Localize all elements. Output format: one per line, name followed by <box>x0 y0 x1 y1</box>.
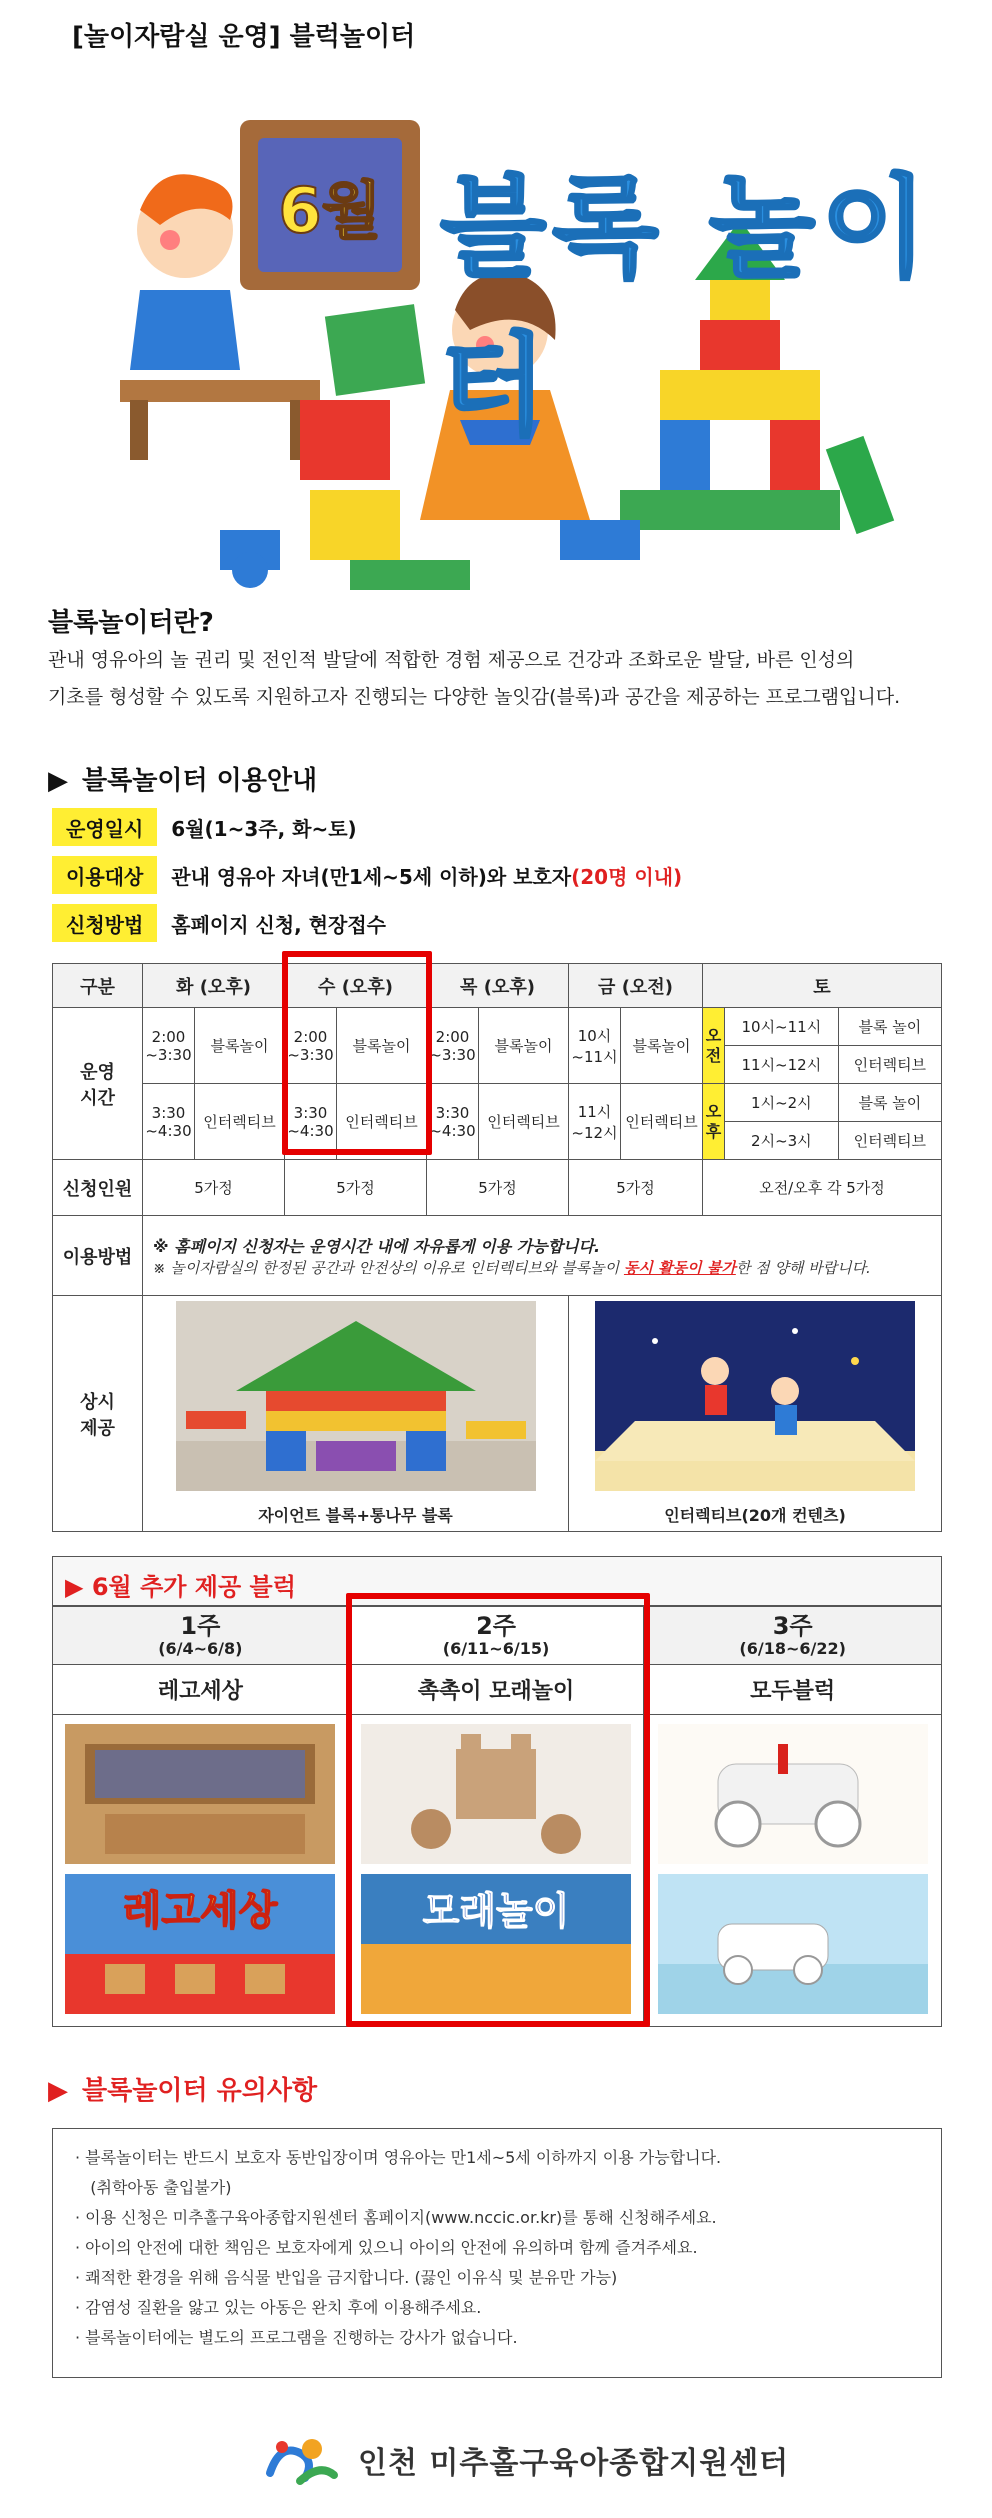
time-cell: 11시~12시 <box>725 1046 839 1084</box>
week-table <box>52 1606 942 2027</box>
week-date: (6/18~6/22) <box>739 1639 846 1658</box>
info-row-apply <box>52 904 386 942</box>
col-header: 토 <box>703 964 942 1008</box>
time-cell: 10시~11시 <box>725 1008 839 1046</box>
method-note-2-post: 한 점 양해 바랍니다. <box>735 1258 871 1277</box>
sat-am-tag: 오전 <box>703 1008 725 1084</box>
col-header: 화 (오후) <box>143 964 285 1008</box>
activity-cell: 블록놀이 <box>621 1008 703 1084</box>
lego-photos <box>65 1724 335 2014</box>
col-header: 수 (오후) <box>285 964 427 1008</box>
time-cell: 3:30 ~4:30 <box>143 1084 195 1160</box>
time-cell: 2:00 ~3:30 <box>285 1008 337 1084</box>
sand-photos <box>361 1724 631 2014</box>
info-value-text: 관내 영유아 자녀(만1세~5세 이하)와 보호자 <box>171 864 572 889</box>
footer <box>260 2430 789 2490</box>
method-note-1: ※ 홈페이지 신청자는 운영시간 내에 자유롭게 이용 가능합니다. <box>153 1236 601 1256</box>
col-header: 구분 <box>53 964 143 1008</box>
modu-photos <box>658 1724 928 2014</box>
row-label-always: 상시 제공 <box>53 1296 143 1532</box>
week-num: 1주 <box>180 1612 221 1640</box>
info-label: 신청방법 <box>52 904 157 942</box>
guide-heading-text: 블록놀이터 이용안내 <box>82 766 318 796</box>
giant-block-photo <box>176 1301 536 1491</box>
capacity-cell: 5가정 <box>285 1160 427 1216</box>
activity-cell: 인터렉티브 <box>621 1084 703 1160</box>
activity-cell: 블록놀이 <box>337 1008 427 1084</box>
sand-sign-text: 모래놀이 <box>422 1888 570 1933</box>
activity-cell: 블록놀이 <box>195 1008 285 1084</box>
row-label-method: 이용방법 <box>53 1216 143 1296</box>
note-item: · 감염성 질환을 앓고 있는 아동은 완치 후에 이용해주세요. <box>75 2298 482 2317</box>
note-item: · 아이의 안전에 대한 책임은 보호자에게 있으니 아이의 안전에 유의하며 함께 즐겨주세요. <box>75 2238 698 2257</box>
week-name: 모두블럭 <box>644 1665 942 1715</box>
intro-heading: 블록놀이터란? <box>48 608 214 638</box>
activity-cell: 인터렉티브 <box>838 1046 941 1084</box>
week-date: (6/4~6/8) <box>158 1639 243 1658</box>
guide-heading <box>48 760 317 797</box>
page-title: [놀이자람실 운영] 블럭놀이터 <box>72 22 416 52</box>
col-header: 금 (오전) <box>569 964 703 1008</box>
note-item: · 블록놀이터에는 별도의 프로그램을 진행하는 강사가 없습니다. <box>75 2328 518 2347</box>
lego-sign-text: 레고세상 <box>123 1887 278 1934</box>
week-num: 2주 <box>476 1612 516 1640</box>
capacity-cell: 5가정 <box>143 1160 285 1216</box>
banner-illustration <box>100 100 940 600</box>
activity-cell: 블록놀이 <box>479 1008 569 1084</box>
time-cell: 3:30 ~4:30 <box>285 1084 337 1160</box>
intro-line-2: 기초를 형성할 수 있도록 지원하고자 진행되는 다양한 놀잇감(블록)과 공간을 제공하는 프로그램입니다. <box>48 686 901 708</box>
row-label-capacity: 신청인원 <box>53 1160 143 1216</box>
activity-cell: 블록 놀이 <box>838 1008 941 1046</box>
activity-cell: 인터렉티브 <box>479 1084 569 1160</box>
method-note-2-pre: ※ 놀이자람실의 한정된 공간과 안전상의 이유로 인터렉티브와 블록놀이 <box>153 1258 624 1277</box>
extra-header <box>52 1556 942 1606</box>
time-cell: 2:00 ~3:30 <box>427 1008 479 1084</box>
activity-cell: 인터렉티브 <box>337 1084 427 1160</box>
intro-line-1: 관내 영유아의 놀 권리 및 전인적 발달에 적합한 경험 제공으로 건강과 조화로운 발달, 바른 인성의 <box>48 649 855 671</box>
note-item: · 이용 신청은 미추홀구육아종합지원센터 홈페이지(www.nccic.or.kr)를 통해 신청해주세요. <box>75 2208 717 2227</box>
activity-cell: 인터렉티브 <box>195 1084 285 1160</box>
intro-text <box>48 642 948 716</box>
time-cell: 3:30 ~4:30 <box>427 1084 479 1160</box>
time-cell: 2시~3시 <box>725 1122 839 1160</box>
info-label: 이용대상 <box>52 856 157 894</box>
week-cell <box>348 1607 644 1665</box>
capacity-cell: 5가정 <box>569 1160 703 1216</box>
method-note-2 <box>153 1257 941 1278</box>
notes-box <box>52 2128 942 2378</box>
week-name: 레고세상 <box>53 1665 349 1715</box>
week-cell <box>644 1607 942 1665</box>
sat-pm-tag: 오후 <box>703 1084 725 1160</box>
time-cell: 11시 ~12시 <box>569 1084 621 1160</box>
banner-title: 블록 놀이터 <box>440 164 934 450</box>
footer-org-name: 인천 미추홀구육아종합지원센터 <box>358 2446 790 2481</box>
banner-month: 6월 <box>278 173 382 247</box>
extra-heading-text: 6월 추가 제공 블럭 <box>91 1573 296 1601</box>
notes-heading <box>48 2070 317 2107</box>
note-item: · 블록놀이터는 반드시 보호자 동반입장이며 영유아는 만1세~5세 이하까지 이용 가능합니다. <box>75 2148 722 2167</box>
play-arrow-icon: ▶ <box>65 1573 84 1601</box>
time-cell: 2:00 ~3:30 <box>143 1008 195 1084</box>
time-cell: 1시~2시 <box>725 1084 839 1122</box>
note-item: (취학아동 출입불가) <box>75 2178 232 2197</box>
center-logo-icon <box>260 2433 340 2487</box>
info-value <box>171 861 682 890</box>
info-value: 6월(1~3주, 화~토) <box>171 816 357 841</box>
extra-heading <box>65 1567 296 1602</box>
capacity-cell: 오전/오후 각 5가정 <box>703 1160 942 1216</box>
info-value-highlight: (20명 이내) <box>571 864 683 889</box>
week-photos-modu <box>644 1715 942 2027</box>
week-date: (6/11~6/15) <box>442 1639 550 1658</box>
week-name: 촉촉이 모래놀이 <box>348 1665 644 1715</box>
always-caption: 인터렉티브(20개 컨텐츠) <box>664 1506 846 1525</box>
play-arrow-icon: ▶ <box>48 766 68 796</box>
play-arrow-icon: ▶ <box>48 2076 68 2106</box>
always-cell-blocks <box>143 1296 569 1532</box>
method-note-2-red: 동시 활동이 불가 <box>623 1258 736 1277</box>
week-num: 3주 <box>772 1612 813 1640</box>
activity-cell: 인터렉티브 <box>838 1122 941 1160</box>
week-photos-sand <box>348 1715 644 2027</box>
row-label-time: 운영 시간 <box>53 1008 143 1160</box>
month-board <box>240 120 420 290</box>
info-value: 홈페이지 신청, 현장접수 <box>171 912 387 937</box>
interactive-photo <box>595 1301 915 1491</box>
schedule-table <box>52 963 942 1532</box>
info-row-target <box>52 856 682 894</box>
capacity-cell: 5가정 <box>427 1160 569 1216</box>
time-cell: 10시 ~11시 <box>569 1008 621 1084</box>
info-row-period <box>52 808 357 846</box>
col-header: 목 (오후) <box>427 964 569 1008</box>
notes-heading-text: 블록놀이터 유의사항 <box>82 2076 318 2106</box>
week-photos-lego <box>53 1715 349 2027</box>
week-cell <box>53 1607 349 1665</box>
note-item: · 쾌적한 환경을 위해 음식물 반입을 금지합니다. (끓인 이유식 및 분유만 가능) <box>75 2268 618 2287</box>
always-cell-interactive <box>569 1296 942 1532</box>
method-cell <box>143 1216 942 1296</box>
always-caption: 자이언트 블록+통나무 블록 <box>258 1506 453 1525</box>
activity-cell: 블록 놀이 <box>838 1084 941 1122</box>
info-label: 운영일시 <box>52 808 157 846</box>
